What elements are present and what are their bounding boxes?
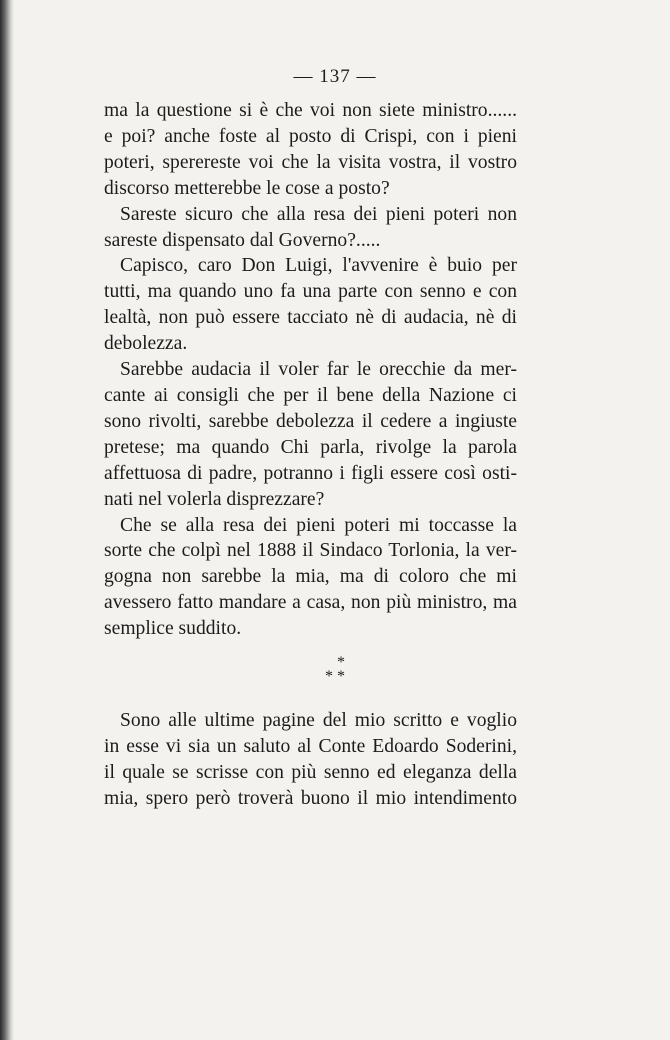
text-line: tutti, ma quando uno fa una parte con senno e con [104,281,517,303]
text-line: affettuosa di padre, potranno i figli essere così osti- [104,462,517,484]
text-line: e poi? anche foste al posto di Crispi, con i pieni [104,125,517,147]
text-line: lealtà, non può essere tacciato nè di audacia, nè di [104,307,517,329]
text-line: debolezza. [104,333,188,355]
text-line: cante ai consigli che per il bene della Nazione ci [104,384,517,406]
closing-text [104,708,517,812]
text-line: semplice suddito. [104,618,242,640]
book-binding-shadow [0,0,14,1040]
text-line: pretese; ma quando Chi parla, rivolge la parola [104,436,517,458]
text-line: Sarebbe audacia il voler far le orecchie da mer- [120,359,517,381]
section-separator [0,656,670,684]
text-line: sono rivolti, sarebbe debolezza il cedere a ingiuste [104,410,517,432]
body-text [104,98,517,642]
separator-star-top: * [337,654,345,671]
text-line: gogna non sarebbe la mia, ma di coloro che mi [104,566,517,588]
text-line: sorte che colpì nel 1888 il Sindaco Torlonia, la ver- [104,540,517,562]
text-line: in esse vi sia un saluto al Conte Edoardo Soderini, [104,735,517,757]
separator-stars-bottom: * * [325,668,345,685]
text-line: ma la questione si è che voi non siete ministro...... [104,100,517,121]
text-line: Sareste sicuro che alla resa dei pieni poteri non [120,203,517,225]
text-line: Che se alla resa dei pieni poteri mi toccasse la [120,514,517,536]
text-line: Capisco, caro Don Luigi, l'avvenire è buio per [120,255,517,277]
text-line: nati nel volerla disprezzare? [104,488,325,510]
text-line: mia, spero però troverà buono il mio intendimento [104,787,517,809]
text-line: il quale se scrisse con più senno ed eleganza della [104,761,517,783]
text-line: sareste dispensato dal Governo?..... [104,229,381,251]
page-number: — 137 — [293,66,377,87]
text-line: poteri, sperereste voi che la visita vostra, il vostro [104,151,517,173]
text-line: Sono alle ultime pagine del mio scritto e voglio [120,710,517,731]
text-line: avessero fatto mandare a casa, non più ministro, ma [104,592,517,614]
text-line: discorso metterebbe le cose a posto? [104,177,390,199]
